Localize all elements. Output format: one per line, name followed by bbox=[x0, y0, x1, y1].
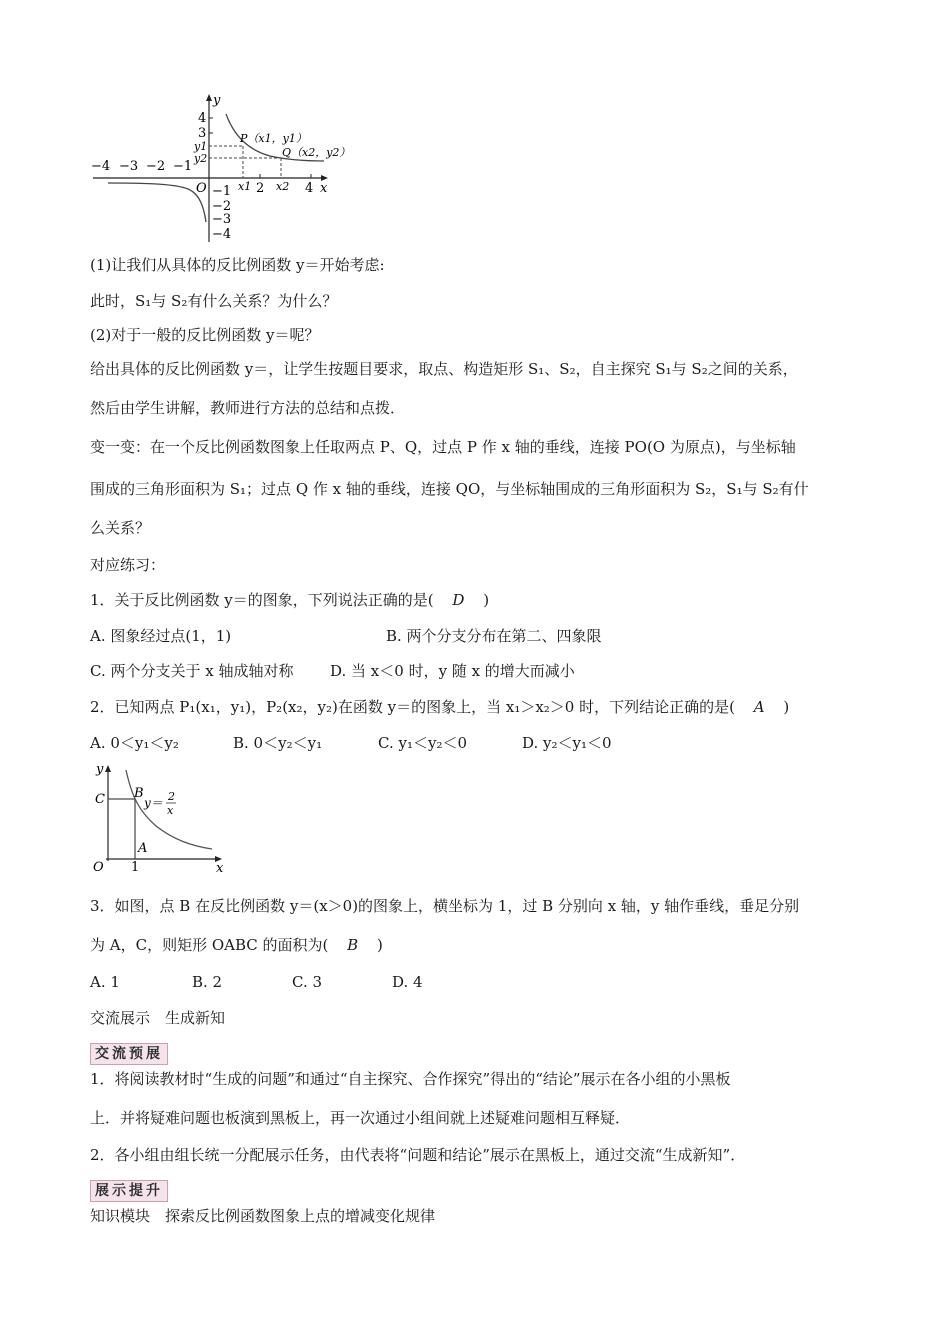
tick-label: −1 bbox=[173, 159, 193, 174]
answer: A bbox=[753, 698, 765, 716]
tick-label: 4 bbox=[305, 181, 314, 196]
point-c-label: C bbox=[95, 792, 105, 807]
point-b-label: B bbox=[134, 786, 144, 801]
answer: D bbox=[452, 591, 465, 609]
tick-label: −3 bbox=[212, 212, 232, 227]
point-a-label: A bbox=[138, 841, 148, 856]
text-line: 围成的三角形面积为 S₁；过点 Q 作 x 轴的垂线，连接 QO，与坐标轴围成的三角形面积为 S₂，S₁与 S₂有什 bbox=[90, 480, 809, 498]
section-heading: 交流展示 生成新知 bbox=[90, 1009, 226, 1027]
option-d: D. 4 bbox=[392, 973, 423, 991]
curve-third-quadrant bbox=[108, 183, 206, 222]
paren: ) bbox=[376, 936, 383, 954]
tick-label-1: 1 bbox=[131, 860, 140, 875]
origin-label: O bbox=[93, 860, 104, 875]
question-3-cont bbox=[90, 935, 383, 955]
question-text: 1．关于反比例函数 y＝的图象，下列说法正确的是( bbox=[90, 591, 434, 609]
text-line: 1．将阅读教材时“生成的问题”和通过“自主探究、合作探究”得出的“结论”展示在各小组的小黑板 bbox=[90, 1070, 731, 1088]
option-a: A. 1 bbox=[90, 973, 120, 991]
axis-label-y: y bbox=[213, 93, 221, 108]
origin-label: O bbox=[196, 181, 207, 196]
option-c: C. 3 bbox=[292, 973, 323, 991]
option-d: D. y₂＜y₁＜0 bbox=[522, 734, 612, 752]
question-1 bbox=[90, 590, 489, 610]
label-y2: y2 bbox=[194, 152, 208, 165]
text-line: 对应练习： bbox=[90, 556, 166, 574]
text-line: 变一变：在一个反比例函数图象上任取两点 P、Q，过点 P 作 x 轴的垂线，连接 PO(O 为原点)，与坐标轴 bbox=[90, 438, 796, 456]
option-d: D. 当 x＜0 时，y 随 x 的增大而减小 bbox=[330, 662, 575, 680]
text-line: 此时，S₁与 S₂有什么关系？为什么？ bbox=[90, 292, 338, 310]
option-b: B. 0＜y₂＜y₁ bbox=[233, 734, 323, 752]
text-line: 上．并将疑难问题也板演到黑板上，再一次通过小组间就上述疑难问题相互释疑． bbox=[90, 1109, 631, 1127]
tick-label: 3 bbox=[198, 126, 207, 141]
badge-exchange-preview: 交流预展 bbox=[90, 1043, 168, 1065]
text-line: 给出具体的反比例函数 y＝，让学生按题目要求，取点、构造矩形 S₁、S₂，自主探究 S₁与 S₂之间的关系， bbox=[90, 360, 798, 378]
axis-label-x: x bbox=[320, 181, 328, 196]
graph-inverse-pq bbox=[88, 90, 358, 250]
y-axis-arrow bbox=[206, 94, 212, 101]
tick-label: −1 bbox=[212, 184, 232, 199]
tick-label: −2 bbox=[212, 199, 232, 214]
option-a: A. 图象经过点(1，1) bbox=[90, 627, 232, 645]
section-heading: 知识模块 探索反比例函数图象上点的增减变化规律 bbox=[90, 1207, 436, 1225]
text-line: (1)让我们从具体的反比例函数 y＝开始考虑: bbox=[90, 256, 385, 274]
graph-rectangle-oabc bbox=[88, 762, 238, 878]
label-y1: y1 bbox=[194, 140, 208, 153]
question-text: 为 A，C，则矩形 OABC 的面积为( bbox=[90, 936, 329, 954]
badge-show-improve: 展示提升 bbox=[90, 1180, 168, 1202]
equation-label: y＝ bbox=[144, 796, 163, 810]
label-x2: x2 bbox=[276, 180, 290, 193]
paren: ) bbox=[783, 698, 790, 716]
question-3: 3．如图，点 B 在反比例函数 y＝(x＞0)的图象上，横坐标为 1，过 B 分别向 x 轴，y 轴作垂线，垂足分别 bbox=[90, 897, 800, 915]
paren: ) bbox=[483, 591, 490, 609]
text-line: (2)对于一般的反比例函数 y＝呢？ bbox=[90, 326, 320, 344]
question-text: 2．已知两点 P₁(x₁，y₁)，P₂(x₂，y₂)在函数 y＝的图象上，当 x₁＞x₂＞0 时，下列结论正确的是( bbox=[90, 698, 735, 716]
option-c: C. 两个分支关于 x 轴成轴对称 bbox=[90, 662, 294, 680]
axis-label-y: y bbox=[96, 762, 104, 777]
question-2 bbox=[90, 697, 789, 717]
tick-label: −4 bbox=[212, 227, 232, 242]
point-q-label: Q（x2，y2） bbox=[282, 146, 351, 159]
option-a: A. 0＜y₁＜y₂ bbox=[90, 734, 179, 752]
axis-label-x: x bbox=[216, 861, 224, 876]
text-line: 2．各小组由组长统一分配展示任务，由代表将“问题和结论”展示在黑板上，通过交流“生成新知”． bbox=[90, 1146, 746, 1164]
equation-numerator: 2 bbox=[168, 790, 175, 803]
tick-label: 2 bbox=[256, 181, 265, 196]
tick-label: 4 bbox=[198, 111, 207, 126]
equation-denominator: x bbox=[167, 804, 174, 817]
point-p-label: P（x1，y1） bbox=[240, 132, 307, 145]
label-x1: x1 bbox=[238, 180, 252, 193]
text-line: 么关系？ bbox=[90, 519, 151, 537]
tick-label: −3 bbox=[119, 159, 139, 174]
tick-label: −2 bbox=[146, 159, 166, 174]
text-line: 然后由学生讲解，教师进行方法的总结和点拨． bbox=[90, 399, 406, 417]
option-b: B. 2 bbox=[192, 973, 223, 991]
tick-label: −4 bbox=[91, 159, 111, 174]
option-c: C. y₁＜y₂＜0 bbox=[378, 734, 467, 752]
rectangle-oabc bbox=[108, 799, 135, 859]
answer: B bbox=[347, 936, 359, 954]
option-b: B. 两个分支分布在第二、四象限 bbox=[386, 627, 602, 645]
y-axis-arrow bbox=[105, 765, 111, 772]
